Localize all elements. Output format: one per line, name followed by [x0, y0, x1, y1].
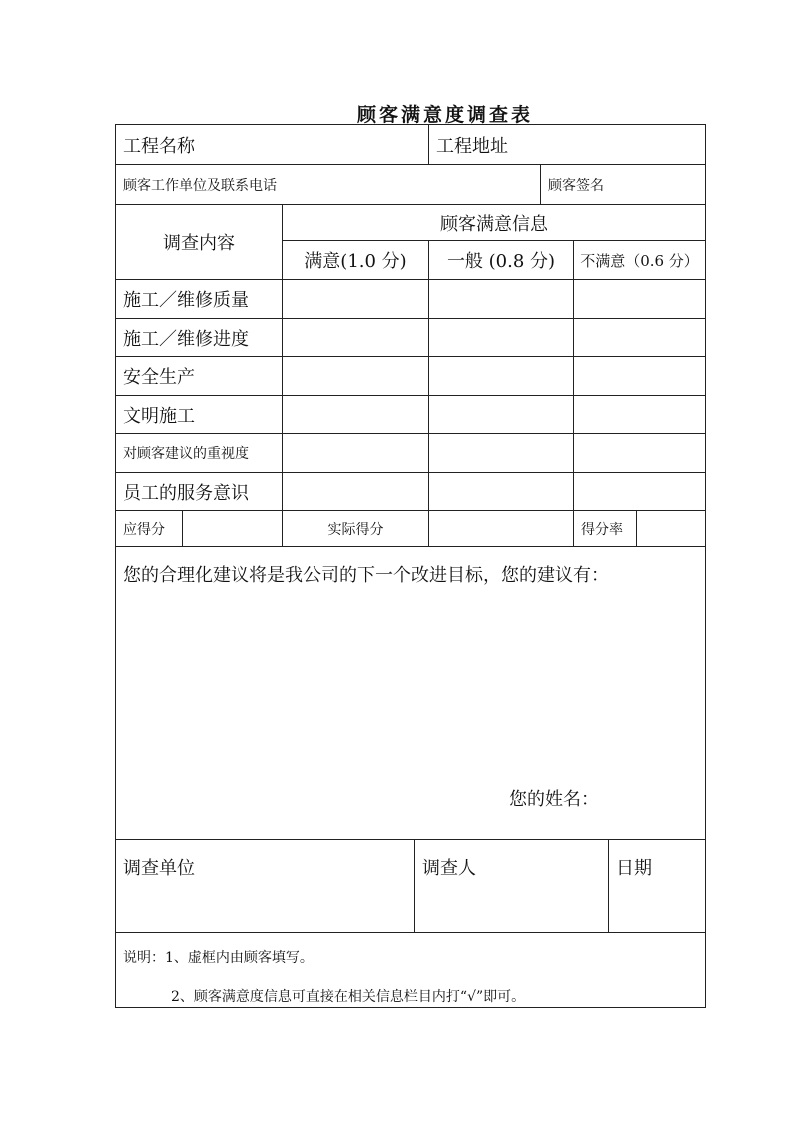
- customer-unit-phone-label: 顾客工作单位及联系电话: [123, 177, 277, 194]
- note-line-1: 说明：1、虚框内由顾客填写。: [123, 950, 314, 966]
- checkbox-satisfied[interactable]: [283, 473, 429, 510]
- customer-unit-phone-field[interactable]: [116, 165, 541, 204]
- checkbox-unsatisfied[interactable]: [574, 319, 705, 356]
- checkbox-unsatisfied[interactable]: [574, 434, 705, 472]
- score-rate-value[interactable]: [637, 511, 705, 546]
- investigation-unit-field[interactable]: [116, 840, 415, 932]
- survey-item-row: [116, 396, 705, 434]
- item-label: 文明施工: [116, 396, 283, 433]
- checkbox-average[interactable]: [429, 280, 574, 318]
- customer-row: [116, 165, 705, 205]
- survey-form: [115, 124, 706, 1008]
- item-label: 安全生产: [116, 357, 283, 395]
- checkbox-unsatisfied[interactable]: [574, 396, 705, 433]
- project-address-label: 工程地址: [436, 135, 508, 157]
- checkbox-average[interactable]: [429, 473, 574, 510]
- checkbox-satisfied[interactable]: [283, 280, 429, 318]
- checkbox-satisfied[interactable]: [283, 319, 429, 356]
- item-label: 对顾客建议的重视度: [116, 434, 283, 472]
- project-name-label: 工程名称: [123, 135, 195, 157]
- score-row: [116, 511, 705, 547]
- checkbox-average[interactable]: [429, 357, 574, 395]
- item-label: 员工的服务意识: [116, 473, 283, 510]
- col-unsatisfied-header: 不满意（0.6 分）: [574, 241, 705, 280]
- col-satisfied-header: 满意(1.0 分): [283, 241, 429, 280]
- investigation-row: [116, 840, 705, 933]
- checkbox-satisfied[interactable]: [283, 357, 429, 395]
- survey-item-row: [116, 280, 705, 319]
- checkbox-unsatisfied[interactable]: [574, 357, 705, 395]
- expected-score-label: 应得分: [116, 511, 183, 546]
- item-label: 施工／维修质量: [116, 280, 283, 318]
- checkbox-unsatisfied[interactable]: [574, 473, 705, 510]
- checkbox-unsatisfied[interactable]: [574, 280, 705, 318]
- survey-item-row: [116, 434, 705, 473]
- date-field[interactable]: [609, 840, 705, 932]
- suggestion-area[interactable]: [116, 547, 705, 840]
- survey-item-row: [116, 357, 705, 396]
- customer-name-label: 您的姓名：: [509, 789, 599, 810]
- customer-signature-label: 顾客签名: [548, 177, 604, 194]
- actual-score-value[interactable]: [429, 511, 574, 546]
- project-name-field[interactable]: [116, 125, 429, 164]
- customer-signature-field[interactable]: [541, 165, 705, 204]
- survey-item-row: [116, 473, 705, 511]
- checkbox-satisfied[interactable]: [283, 434, 429, 472]
- survey-item-row: [116, 319, 705, 357]
- checkbox-average[interactable]: [429, 396, 574, 433]
- investigator-field[interactable]: [415, 840, 609, 932]
- investigation-unit-label: 调查单位: [123, 858, 195, 879]
- investigator-label: 调查人: [422, 858, 476, 879]
- survey-content-header: 调查内容: [116, 205, 283, 280]
- satisfaction-info-header: 顾客满意信息: [283, 205, 705, 241]
- page-title: 顾客满意度调查表: [356, 104, 533, 126]
- score-rate-label: 得分率: [574, 511, 637, 546]
- checkbox-satisfied[interactable]: [283, 396, 429, 433]
- checkbox-average[interactable]: [429, 319, 574, 356]
- col-average-header: 一般 (0.8 分): [429, 241, 574, 280]
- checkbox-average[interactable]: [429, 434, 574, 472]
- project-row: [116, 125, 705, 165]
- actual-score-label: 实际得分: [283, 511, 429, 546]
- suggestion-prompt: 您的合理化建议将是我公司的下一个改进目标，您的建议有：: [123, 565, 609, 586]
- project-address-field[interactable]: [429, 125, 705, 164]
- note-line-2: 2、顾客满意度信息可直接在相关信息栏目内打“√”即可。: [171, 989, 526, 1005]
- expected-score-value[interactable]: [183, 511, 283, 546]
- item-label: 施工／维修进度: [116, 319, 283, 356]
- date-label: 日期: [616, 858, 652, 879]
